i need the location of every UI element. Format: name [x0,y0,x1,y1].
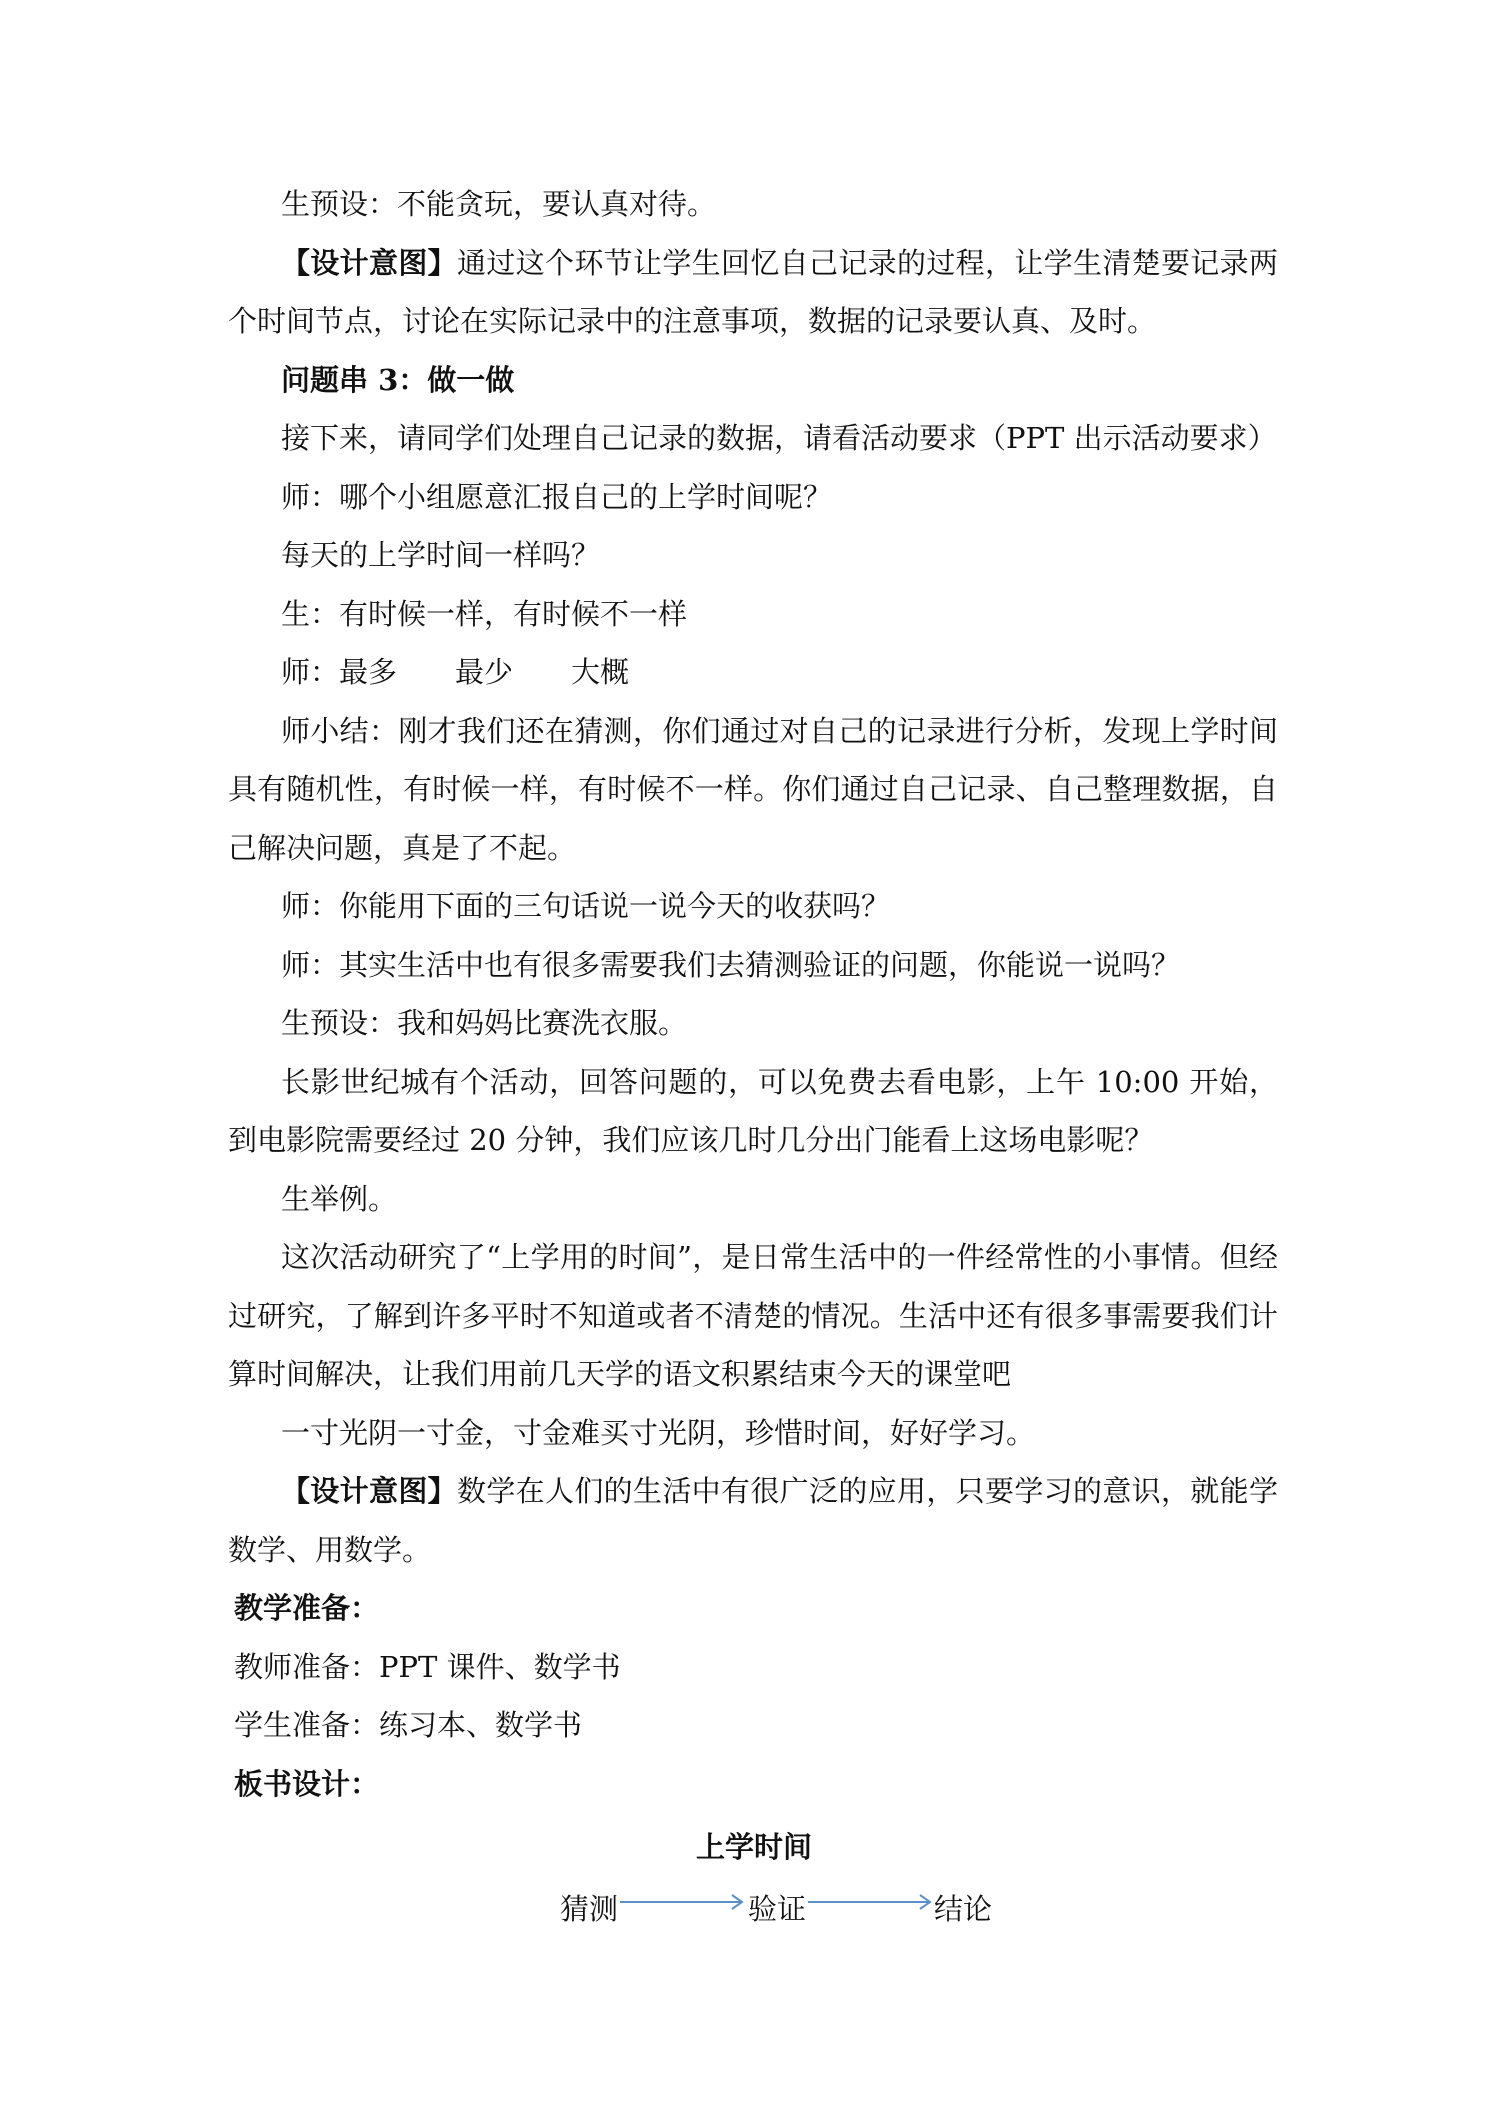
paragraph: 长影世纪城有个活动，回答问题的，可以免费去看电影，上午 10:00 开始，到电影院需要经过 20 分钟，我们应该几时几分出门能看上这场电影呢？ [228,1064,1278,1157]
paragraph-summary: 师小结：刚才我们还在猜测，你们通过对自己的记录进行分析，发现上学时间具有随机性，有时候一样，有时候不一样。你们通过自己记录、自己整理数据，自己解决问题，真是了不起。 [228,713,1278,865]
board-step-guess: 猜测 [560,1892,619,1926]
board-step-conclusion: 结论 [934,1892,993,1926]
paragraph: 生预设：我和妈妈比赛洗衣服。 [281,1006,688,1040]
paragraph: 生举例。 [281,1181,398,1216]
paragraph: 接下来，请同学们处理自己记录的数据，请看活动要求（PPT 出示活动要求） [281,421,1277,455]
teacher-prep: 教师准备：PPT 课件、数学书 [234,1649,621,1684]
paragraph: 师：你能用下面的三句话说一说今天的收获吗？ [281,889,891,923]
arrow-icon [620,1892,746,1912]
paragraph-design-intent: 【设计意图】通过这个环节让学生回忆自己记录的过程，让学生清楚要记录两个时间节点，讨论在实际记录中的注意事项，数据的记录要认真、及时。 [228,245,1278,338]
paragraph-design-intent: 【设计意图】数学在人们的生活中有很广泛的应用，只要学习的意识，就能学数学、用数学。 [228,1474,1278,1567]
paragraph: 生预设：不能贪玩，要认真对待。 [281,187,717,221]
board-heading: 板书设计： [234,1766,380,1801]
arrow-icon [808,1892,934,1912]
prep-heading: 教学准备： [234,1591,380,1625]
paragraph: 师：最多 最少 大概 [281,655,630,689]
student-prep: 学生准备：练习本、数学书 [234,1708,583,1742]
document-body [228,175,1278,1813]
board-step-verify: 验证 [748,1892,807,1926]
paragraph: 一寸光阴一寸金，寸金难买寸光阴，珍惜时间，好好学习。 [281,1415,1036,1450]
paragraph: 生：有时候一样，有时候不一样 [281,596,688,631]
section-heading: 问题串 3：做一做 [281,362,515,397]
paragraph: 师：其实生活中也有很多需要我们去猜测验证的问题，你能说一说吗？ [281,947,1181,982]
paragraph: 每天的上学时间一样吗？ [281,538,601,572]
board-title: 上学时间 [696,1830,813,1864]
paragraph: 师：哪个小组愿意汇报自己的上学时间呢？ [281,479,833,514]
paragraph: 这次活动研究了“上学用的时间”，是日常生活中的一件经常性的小事情。但经过研究，了解到许多平时不知道或者不清楚的情况。生活中还有很多事需要我们计算时间解决，让我们用前几天学的语文积累结束今天的课堂吧 [228,1240,1278,1391]
